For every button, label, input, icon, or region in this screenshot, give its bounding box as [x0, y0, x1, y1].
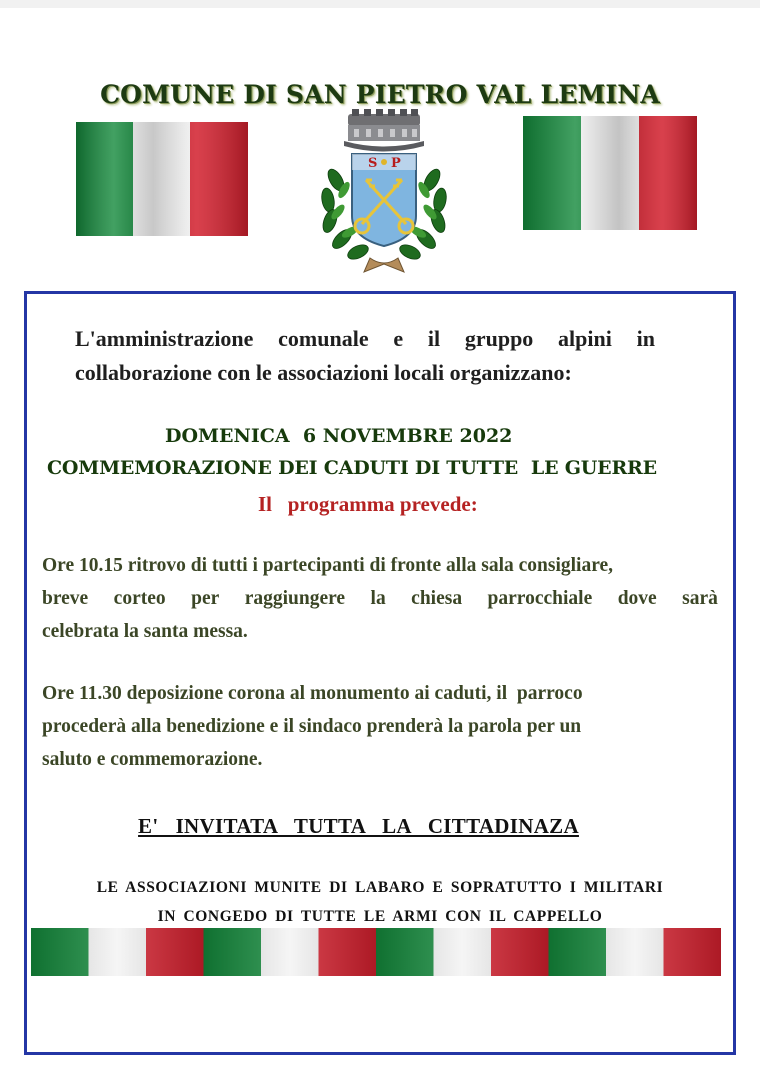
event-title: COMMEMORAZIONE DEI CADUTI DI TUTTE LE GUERRE — [47, 457, 657, 479]
event-date: DOMENICA 6 NOVEMBRE 2022 — [165, 425, 513, 447]
coat-of-arms-emblem — [314, 108, 454, 276]
intro-text — [75, 322, 655, 390]
invitation-heading: E' INVITATA TUTTA LA CITTADINAZA — [138, 814, 579, 838]
svg-text:S: S — [368, 156, 378, 171]
tricolour-strip — [31, 928, 721, 976]
program-paragraph-2: Ore 11.30 deposizione corona al monumento ai caduti, il parroco procederà alla benedizione e il sindaco prenderà la parola per un saluto e commemorazione. — [42, 683, 583, 770]
top-edge — [0, 0, 760, 8]
comune-title: COMUNE DI SAN PIETRO VAL LEMINA — [100, 80, 660, 109]
svg-text:P: P — [391, 156, 401, 171]
intro-line-2: collaborazione con le associazioni locali organizzano: — [75, 360, 572, 385]
program-paragraph-1: Ore 10.15 ritrovo di tutti i partecipanti di fronte alla sala consigliare, breve corteo per raggiungere la chiesa parrocchiale dove sarà celebrata la santa messa. — [42, 555, 718, 642]
italian-flag-left — [76, 122, 248, 236]
program-label: Il programma prevede: — [258, 492, 478, 516]
italian-flag-right — [523, 116, 697, 230]
crown-icon — [344, 109, 424, 152]
intro-line-1: L'amministrazione comunale e il gruppo alpini in — [75, 326, 655, 351]
associations-notice: LE ASSOCIAZIONI MUNITE DI LABARO E SOPRATUTTO I MILITARI IN CONGEDO DI TUTTE LE ARMI CON IL CAPPELLO — [96, 879, 664, 925]
